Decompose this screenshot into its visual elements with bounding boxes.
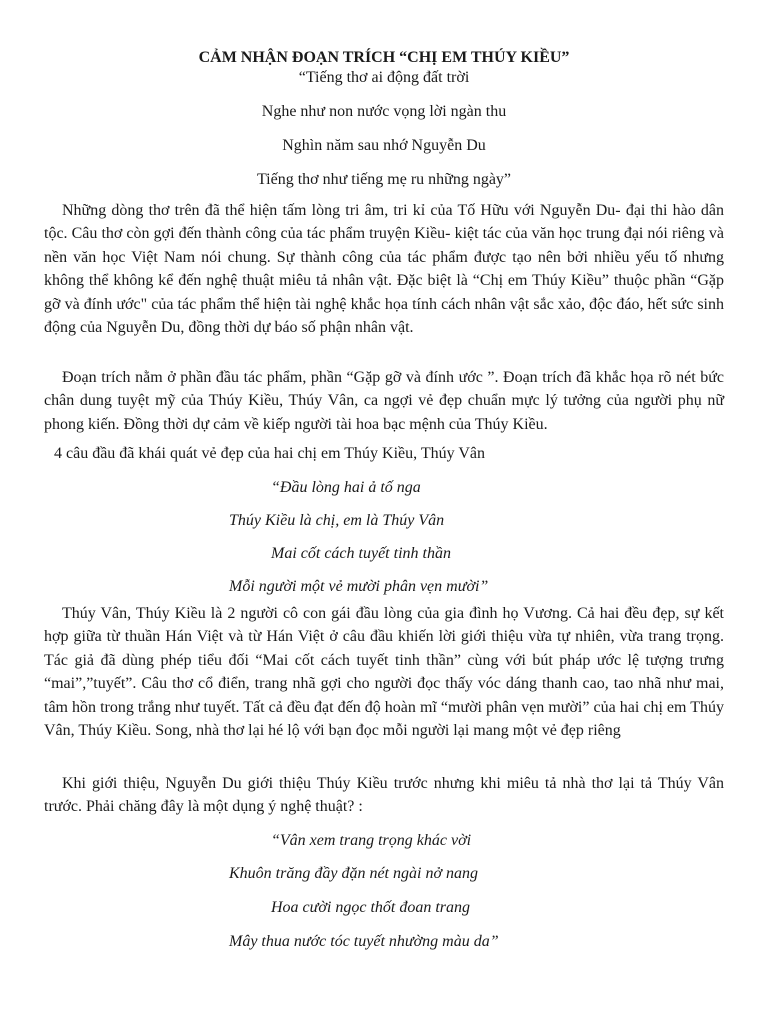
verse-two-line-1: “Vân xem trang trọng khác vời xyxy=(271,832,472,849)
paragraph-intro: Những dòng thơ trên đã thể hiện tấm lòng tri âm, tri kỉ của Tố Hữu với Nguyễn Du- đại thi hào dân tộc. Câu thơ còn gợi đến thành công của tác phẩm truyện Kiều- kiệt tác của văn học trung đại nói riêng và nền văn học Việt Nam nói chung. Sự thành công của tác phẩm được tạo nên bởi nhiều yếu tố nhưng không thể không kể đến nghệ thuật miêu tả nhân vật. Đặc biệt là “Chị em Thúy Kiều” thuộc phần “Gặp gỡ và đính ước" của tác phẩm thể hiện tài nghệ khắc họa tính cách nhân vật sắc xảo, độc đáo, hết sức sinh động của Nguyễn Du, đồng thời dự báo số phận nhân vật. xyxy=(44,202,724,337)
verse-one-line-3: Mai cốt cách tuyết tinh thần xyxy=(271,545,451,562)
paragraph-analysis: Thúy Vân, Thúy Kiều là 2 người cô con gái đầu lòng của gia đình họ Vương. Cả hai đều đẹp, sự kết hợp giữa từ thuần Hán Việt và từ Hán Việt ở câu đầu khiến lời giới thiệu vừa tự nhiên, vừa trang trọng. Tác giả đã dùng phép tiểu đối “Mai cốt cách tuyết tinh thần” cùng với bút pháp ước lệ tượng trưng “mai”,”tuyết”. Câu thơ cổ điển, trang nhã gợi cho người đọc thấy vóc dáng thanh cao, tao nhã như mai, tâm hồn trong trắng như tuyết. Tất cả đều đạt đến độ hoàn mĩ “mười phân vẹn mười” của hai chị em Thúy Vân, Thúy Kiều. Song, nhà thơ lại hé lộ với bạn đọc mỗi người lại mang một vẻ đẹp riêng xyxy=(44,605,724,740)
intro-poem-line-1: “Tiếng thơ ai động đất trời xyxy=(298,69,470,86)
verse-one-line-1: “Đầu lòng hai ả tố nga xyxy=(271,479,421,496)
intro-poem-line-3: Nghìn năm sau nhớ Nguyễn Du xyxy=(282,137,486,154)
verse-two-line-4: Mây thua nước tóc tuyết nhường màu da” xyxy=(229,933,499,950)
intro-poem-line-4: Tiếng thơ như tiếng mẹ ru những ngày” xyxy=(256,171,512,188)
verse-one-line-2: Thúy Kiều là chị, em là Thúy Vân xyxy=(229,512,445,529)
paragraph-artistic-intent: Khi giới thiệu, Nguyễn Du giới thiệu Thúy Kiều trước nhưng khi miêu tả nhà thơ lại tả Thúy Vân trước. Phải chăng đây là một dụng ý nghệ thuật? : xyxy=(44,775,724,816)
page-title: CẢM NHẬN ĐOẠN TRÍCH “CHỊ EM THÚY KIỀU” xyxy=(198,49,570,66)
paragraph-first-four-lines: 4 câu đầu đã khái quát vẻ đẹp của hai chị em Thúy Kiều, Thúy Vân xyxy=(54,445,485,462)
verse-one-line-4: Mỗi người một vẻ mười phân vẹn mười” xyxy=(229,578,489,595)
paragraph-excerpt-overview: Đoạn trích nằm ở phần đầu tác phẩm, phần “Gặp gỡ và đính ước ”. Đoạn trích đã khắc họa rõ nét bức chân dung tuyệt mỹ của Thúy Kiều, Thúy Vân, ca ngợi vẻ đẹp chuẩn mực lý tưởng của người phụ nữ phong kiến. Đồng thời dự cảm về kiếp người tài hoa bạc mệnh của Thúy Kiều. xyxy=(44,369,724,433)
intro-poem-line-2: Nghe như non nước vọng lời ngàn thu xyxy=(261,103,507,120)
verse-two-line-3: Hoa cười ngọc thốt đoan trang xyxy=(271,899,471,916)
verse-two-line-2: Khuôn trăng đầy đặn nét ngài nở nang xyxy=(229,865,478,882)
